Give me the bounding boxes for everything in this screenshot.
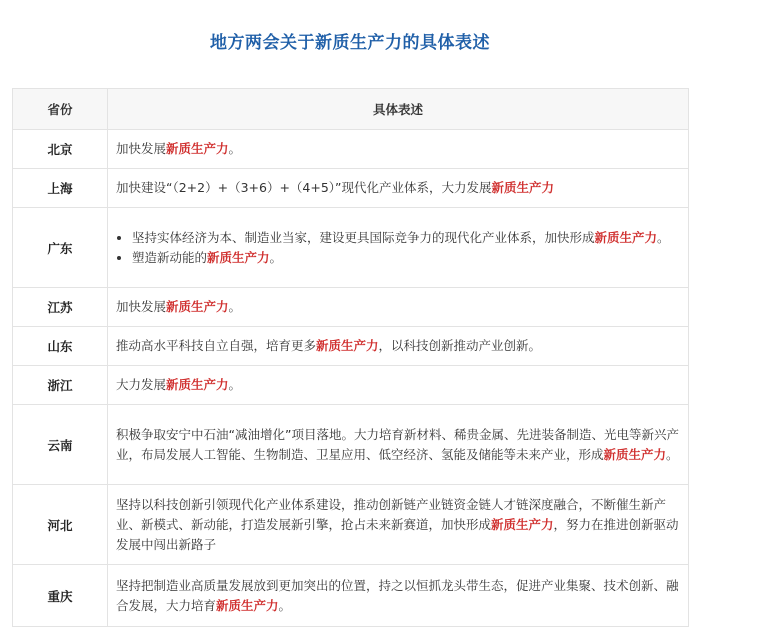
- description-text: 。: [228, 299, 242, 314]
- table-row: [13, 288, 689, 327]
- description-text: 。: [269, 249, 283, 265]
- description-text: 。: [278, 597, 292, 613]
- province-cell: 河北: [13, 485, 108, 565]
- table-row: [13, 327, 689, 366]
- province-cell: 重庆: [13, 565, 108, 627]
- description-text: 坚持把制造业高质量发展放到更加突出的位置，持之以恒抓龙头带生态，促进产业集聚、技术创新、融合发展，大力培育: [116, 577, 679, 613]
- table-body: [13, 130, 689, 627]
- description-text: 。: [666, 446, 679, 462]
- province-cell: 上海: [13, 169, 108, 208]
- description-text: 。: [657, 229, 670, 245]
- table-row: [13, 366, 689, 405]
- policy-table: [12, 88, 689, 627]
- table-row: [13, 485, 689, 565]
- province-cell: 广东: [13, 208, 108, 288]
- description-cell: [108, 208, 689, 288]
- description-text: ，以科技创新推动产业创新。: [378, 338, 542, 353]
- highlight-term: 新质生产力: [166, 377, 229, 392]
- description-cell: [108, 288, 689, 327]
- table-row: [13, 130, 689, 169]
- description-cell: [108, 565, 689, 627]
- highlight-term: 新质生产力: [491, 516, 554, 532]
- description-text: 塑造新动能的: [132, 249, 208, 265]
- description-text: 推动高水平科技自立自强，培育更多: [116, 338, 317, 353]
- province-cell: 浙江: [13, 366, 108, 405]
- highlight-term: 新质生产力: [166, 299, 229, 314]
- highlight-term: 新质生产力: [594, 229, 658, 245]
- description-cell: [108, 169, 689, 208]
- description-cell: [108, 327, 689, 366]
- table-row: [13, 169, 689, 208]
- description-text: 坚持以科技创新引领现代化产业体系建设，推动创新链产业链资金链人才链深度融合，不断催生新产业、新模式、新动能，打造发展新引擎，抢占未来新赛道，加快形成: [116, 496, 667, 532]
- description-text: 积极争取安宁中石油“减油增化”项目落地。大力培育新材料、稀贵金属、先进装备制造、光电等新兴产业，布局发展人工智能、生物制造、卫星应用、低空经济、氢能及储能等未来产业，形成: [116, 426, 679, 462]
- description-text: 。: [228, 141, 242, 156]
- description-text: 。: [228, 377, 242, 392]
- description-text: 加快发展: [116, 141, 167, 156]
- table-row: [13, 405, 689, 485]
- description-bullet-item: [132, 248, 680, 268]
- province-cell: 江苏: [13, 288, 108, 327]
- description-bullet-list: [116, 228, 680, 268]
- highlight-term: 新质生产力: [216, 597, 279, 613]
- highlight-term: 新质生产力: [316, 338, 379, 353]
- description-text: 大力发展: [116, 377, 167, 392]
- highlight-term: 新质生产力: [491, 180, 555, 195]
- highlight-term: 新质生产力: [166, 141, 229, 156]
- description-cell: [108, 405, 689, 485]
- table-row: [13, 565, 689, 627]
- column-header-province: 省份: [13, 89, 108, 130]
- description-text: 坚持实体经济为本、制造业当家，建设更具国际竞争力的现代化产业体系，加快形成: [132, 229, 595, 245]
- province-cell: 北京: [13, 130, 108, 169]
- description-cell: [108, 485, 689, 565]
- page-title: 地方两会关于新质生产力的具体表述: [210, 33, 490, 53]
- province-cell: 云南: [13, 405, 108, 485]
- description-text: ，努力在推进创新驱动发展中闯出新路子: [116, 516, 679, 552]
- description-text: 加快发展: [116, 299, 167, 314]
- highlight-term: 新质生产力: [603, 446, 667, 462]
- description-bullet-item: [132, 228, 680, 248]
- description-cell: [108, 366, 689, 405]
- highlight-term: 新质生产力: [207, 249, 270, 265]
- province-cell: 山东: [13, 327, 108, 366]
- table-header-row: [13, 89, 689, 130]
- column-header-description: 具体表述: [108, 89, 689, 130]
- description-cell: [108, 130, 689, 169]
- table-row: [13, 208, 689, 288]
- description-text: 加快建设“（2+2）+（3+6）+（4+5）”现代化产业体系，大力发展: [116, 180, 492, 195]
